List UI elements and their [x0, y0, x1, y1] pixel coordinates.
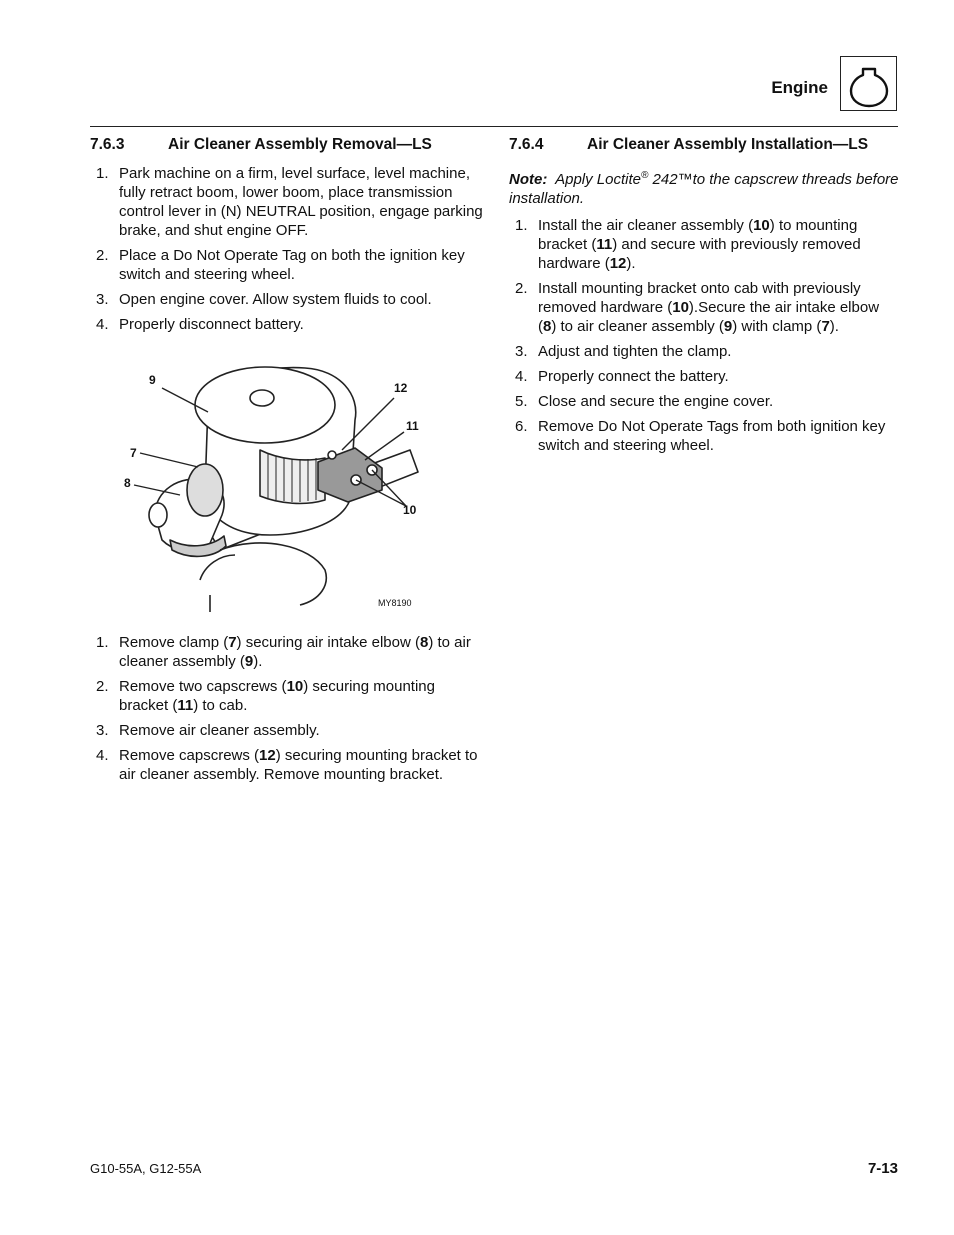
list-item: 3. Open engine cover. Allow system fluids to cool.	[96, 291, 432, 308]
list-item: 1. Park machine on a firm, level surface, level machine, fully retract boom, lower boom, place transmission control lever in (N) NEUTRAL position, engage parking brake, and shut engine OFF.	[96, 165, 483, 239]
right-section-heading	[509, 136, 868, 154]
callout-10: 10	[403, 503, 417, 517]
list-item: 4. Properly connect the battery.	[515, 368, 729, 385]
note-label: Note:	[509, 171, 548, 188]
installation-steps-list	[509, 216, 901, 461]
prep-steps-list	[90, 164, 485, 340]
list-item: 2. Remove two capscrews (10) securing mounting bracket (11) to cab.	[96, 678, 435, 714]
note: Note: Apply Loctite® 242™to the capscrew threads before installation.	[509, 170, 899, 207]
list-item: 1. Remove clamp (7) securing air intake elbow (8) to air cleaner assembly (9).	[96, 634, 471, 670]
engine-icon	[840, 56, 897, 111]
callout-7: 7	[130, 446, 137, 460]
list-item: 4. Properly disconnect battery.	[96, 316, 304, 333]
left-section-heading	[90, 136, 432, 154]
callout-9: 9	[149, 373, 156, 387]
callout-11: 11	[406, 419, 419, 433]
section-title: Engine	[771, 78, 828, 97]
list-item: 4. Remove capscrews (12) securing mounting bracket to air cleaner assembly. Remove mounting bracket.	[96, 747, 478, 783]
list-item: 5. Close and secure the engine cover.	[515, 393, 774, 410]
list-item: 1. Install the air cleaner assembly (10) to mounting bracket (11) and secure with previously removed hardware (12).	[515, 217, 861, 272]
list-item: 6. Remove Do Not Operate Tags from both ignition key switch and steering wheel.	[515, 418, 886, 454]
footer-models: G10-55A, G12-55A	[90, 1161, 202, 1176]
callout-12: 12	[394, 381, 408, 395]
header-rule	[90, 126, 898, 127]
left-section-title: Air Cleaner Assembly Removal—LS	[168, 136, 432, 153]
removal-steps-list	[90, 633, 485, 790]
list-item: 2. Install mounting bracket onto cab with previously removed hardware (10).Secure the air intake elbow (8) to air cleaner assembly (9) with clamp (7).	[515, 280, 880, 335]
callout-8: 8	[124, 476, 131, 490]
list-item: 3. Adjust and tighten the clamp.	[515, 343, 732, 360]
left-section-number: 7.6.3	[90, 136, 125, 153]
page-number: 7-13	[867, 1160, 898, 1177]
right-section-number: 7.6.4	[509, 136, 544, 153]
figure-code: MY8190	[378, 598, 412, 608]
list-item: 2. Place a Do Not Operate Tag on both the ignition key switch and steering wheel.	[96, 247, 465, 283]
list-item: 3. Remove air cleaner assembly.	[96, 722, 320, 739]
right-section-title: Air Cleaner Assembly Installation—LS	[587, 136, 869, 153]
